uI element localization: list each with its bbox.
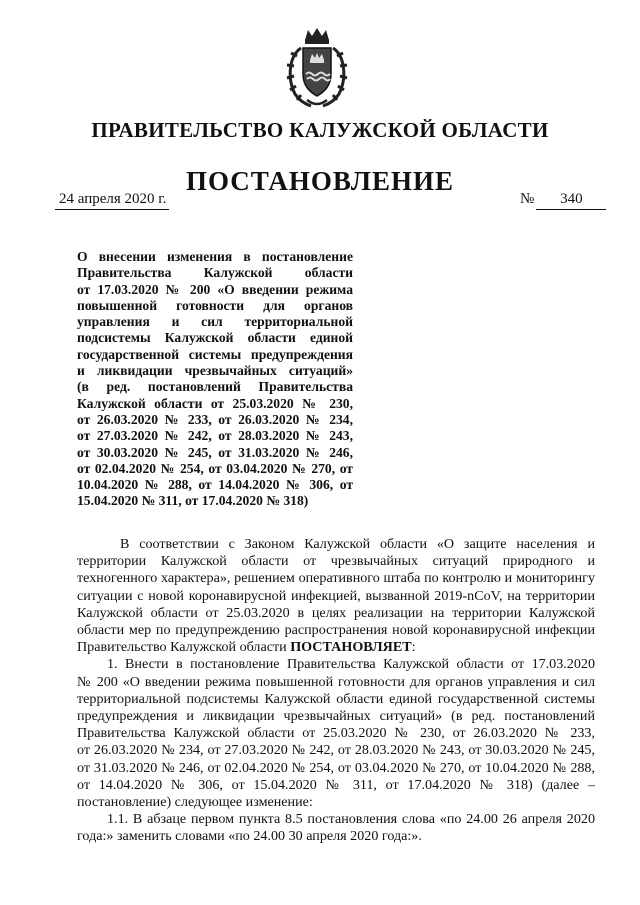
subject-line: Калужской области от 25.03.2020 № 230, (77, 395, 353, 411)
coat-of-arms-emblem (281, 26, 353, 108)
body-text-prefix: Правительство Калужской области (77, 639, 291, 656)
body-line: 1.1. В абзаце первом пункта 8.5 постановления слова «по 24.00 26 апреля 2020 (107, 811, 595, 828)
body-line: Правительства Калужской области от 25.03.2020 № 230, от 26.03.2020 № 233, (77, 725, 595, 742)
subject-line: (в ред. постановлений Правительства (77, 379, 353, 395)
subject-line: от 02.04.2020 № 254, от 03.04.2020 № 270, от (77, 460, 353, 476)
subject-line: от 30.03.2020 № 245, от 31.03.2020 № 246, (77, 444, 353, 460)
subject-line: управления и сил территориальной (77, 314, 353, 330)
body-line: ситуации с новой коронавирусной инфекцией, вызванной 2019-nCoV, на территории (77, 587, 595, 604)
body-line: № 200 «О введении режима повышенной готовности для органов управления и сил (77, 673, 595, 690)
subject-line: от 27.03.2020 № 242, от 28.03.2020 № 243, (77, 428, 353, 444)
subject-line: 15.04.2020 № 311, от 17.04.2020 № 318) (77, 493, 309, 509)
subject-line: повышенной готовности для органов (77, 297, 353, 313)
body-line: года:» заменить словами «по 24.00 30 апреля 2020 года:». (77, 828, 422, 845)
document-number-value: 340 (536, 189, 606, 210)
decree-keyword: ПОСТАНОВЛЯЕТ (290, 639, 412, 656)
subject-line: О внесении изменения в постановление (77, 249, 353, 264)
subject-line: подсистемы Калужской области единой (77, 330, 353, 346)
document-subject (77, 249, 353, 510)
body-line: постановление) следующее изменение: (77, 794, 313, 811)
body-line: от 14.04.2020 № 306, от 15.04.2020 № 311, от 17.04.2020 № 318) (далее – (77, 776, 595, 793)
government-title: ПРАВИТЕЛЬСТВО КАЛУЖСКОЙ ОБЛАСТИ (91, 118, 549, 142)
document-date: 24 апреля 2020 г. (55, 189, 169, 210)
body-line: В соответствии с Законом Калужской области «О защите населения и (120, 536, 595, 552)
body-text-suffix: : (411, 639, 416, 656)
document-type-title: ПОСТАНОВЛЕНИЕ (185, 166, 455, 196)
subject-line: и ликвидации чрезвычайных ситуаций» (77, 363, 353, 379)
body-line: предупреждения и ликвидации чрезвычайных ситуаций» (в ред. постановлений (77, 708, 595, 725)
document-body (77, 536, 595, 846)
number-sign: № (520, 191, 535, 207)
body-line: от 26.03.2020 № 234, от 27.03.2020 № 242, от 28.03.2020 № 243, от 30.03.2020 № 245, (77, 742, 595, 759)
subject-line: государственной системы предупреждения (77, 346, 353, 362)
body-line (77, 639, 595, 656)
document-number (520, 189, 606, 210)
body-line: территории Калужской области от чрезвычайных ситуаций природного и (77, 553, 595, 570)
body-line: области мер по предупреждению распространения новой коронавирусной инфекции (77, 622, 595, 639)
subject-line: 10.04.2020 № 288, от 14.04.2020 № 306, от (77, 477, 353, 493)
body-line: Калужской области от 25.03.2020 в целях реализации на территории Калужской (77, 604, 595, 621)
subject-line: Правительства Калужской области (77, 265, 353, 281)
body-line: от 31.03.2020 № 246, от 02.04.2020 № 254, от 03.04.2020 № 270, от 10.04.2020 № 288, (77, 759, 595, 776)
subject-line: от 26.03.2020 № 233, от 26.03.2020 № 234, (77, 411, 353, 427)
body-line: территориальной подсистемы Калужской области единой государственной системы (77, 690, 595, 707)
subject-line: от 17.03.2020 № 200 «О введении режима (77, 281, 353, 297)
body-line: техногенного характера», решением оперативного штаба по контролю и мониторингу (77, 570, 595, 587)
body-line: 1. Внести в постановление Правительства Калужской области от 17.03.2020 (107, 656, 595, 673)
